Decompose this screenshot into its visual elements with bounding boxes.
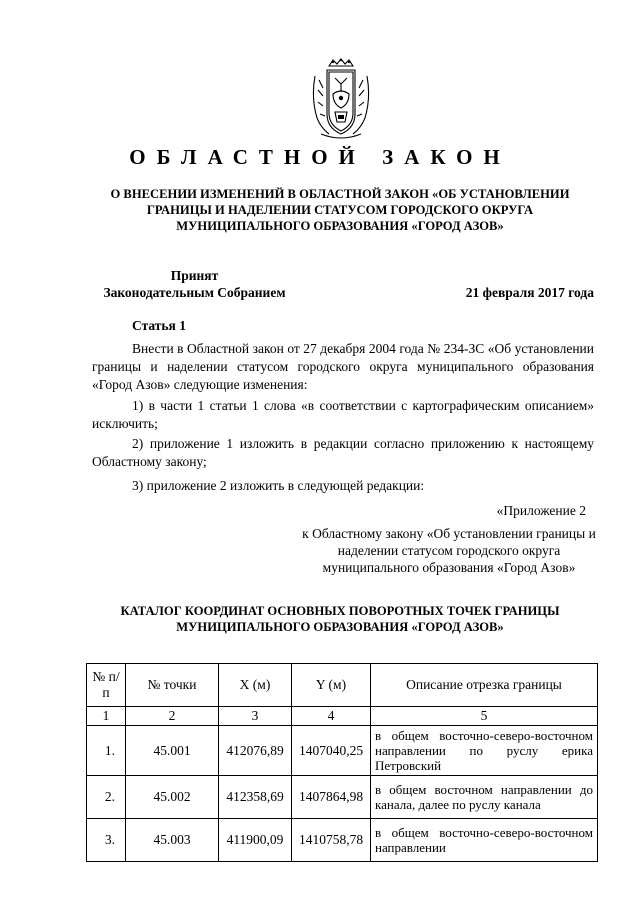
table-header-row: [87, 664, 598, 707]
column-header: Y (м): [292, 664, 371, 707]
point-number: 45.002: [126, 776, 219, 819]
row-index: 3.: [87, 819, 126, 862]
point-number: 45.003: [126, 819, 219, 862]
column-number: 5: [371, 707, 598, 726]
table-row: [87, 726, 598, 776]
row-index: 2.: [87, 776, 126, 819]
segment-description: в общем восточном направлении до канала, далее по руслу канала: [371, 776, 598, 819]
table-row: [87, 819, 598, 862]
adopted-label: Принят: [170, 268, 219, 283]
row-index: 1.: [87, 726, 126, 776]
law-type-heading: ОБЛАСТНОЙ ЗАКОН: [129, 145, 511, 169]
segment-description: в общем восточно-северо-восточном направлении: [371, 819, 598, 862]
article-paragraph: 1) в части 1 статьи 1 слова «в соответствии с картографическим описанием» исключить;: [92, 398, 594, 431]
law-title: О ВНЕСЕНИИ ИЗМЕНЕНИЙ В ОБЛАСТНОЙ ЗАКОН «ОБ УСТАНОВЛЕНИИ ГРАНИЦЫ И НАДЕЛЕНИИ СТАТУСОМ ГОРОДСКОГО ОКРУГА МУНИЦИПАЛЬНОГО ОБРАЗОВАНИЯ «ГОРОД АЗОВ»: [110, 187, 570, 233]
coordinates-table: [86, 663, 598, 862]
appendix-reference-text: к Областному закону «Об установлении границы и наделении статусом городского округа муниципального образования «Город Азов»: [302, 526, 596, 575]
column-header: X (м): [219, 664, 292, 707]
x-coordinate: 412358,69: [219, 776, 292, 819]
column-number: 1: [87, 707, 126, 726]
y-coordinate: 1407040,25: [292, 726, 371, 776]
adoption-block: [92, 267, 297, 301]
x-coordinate: 411900,09: [219, 819, 292, 862]
point-number: 45.001: [126, 726, 219, 776]
article-paragraph: 3) приложение 2 изложить в следующей редакции:: [132, 478, 425, 493]
article-heading: Статья 1: [132, 318, 186, 333]
catalog-title: КАТАЛОГ КООРДИНАТ ОСНОВНЫХ ПОВОРОТНЫХ ТОЧЕК ГРАНИЦЫ МУНИЦИПАЛЬНОГО ОБРАЗОВАНИЯ «ГОРОД АЗОВ»: [120, 604, 560, 634]
segment-description: в общем восточно-северо-восточном направлении по руслу ерика Петровский: [371, 726, 598, 776]
article-paragraph: 2) приложение 1 изложить в редакции согласно приложению к настоящему Областному закону;: [92, 436, 594, 469]
column-number: 3: [219, 707, 292, 726]
appendix-label: «Приложение 2: [496, 503, 586, 518]
column-header: Описание отрезка границы: [371, 664, 598, 707]
coat-of-arms-icon: [309, 58, 373, 140]
table-row: [87, 776, 598, 819]
column-number: 2: [126, 707, 219, 726]
column-number-row: [87, 707, 598, 726]
column-header: № п/п: [87, 664, 126, 707]
adopted-by: Законодательным Собранием: [103, 285, 286, 300]
y-coordinate: 1410758,78: [292, 819, 371, 862]
article-paragraph: Внести в Областной закон от 27 декабря 2004 года № 234-ЗС «Об установлении границы и наделении статусом городского округа муниципального образования «Город Азов» следующие изменения:: [92, 341, 594, 392]
column-header: № точки: [126, 664, 219, 707]
x-coordinate: 412076,89: [219, 726, 292, 776]
appendix-reference: [300, 502, 598, 576]
column-number: 4: [292, 707, 371, 726]
adoption-date: 21 февраля 2017 года: [465, 285, 594, 300]
y-coordinate: 1407864,98: [292, 776, 371, 819]
